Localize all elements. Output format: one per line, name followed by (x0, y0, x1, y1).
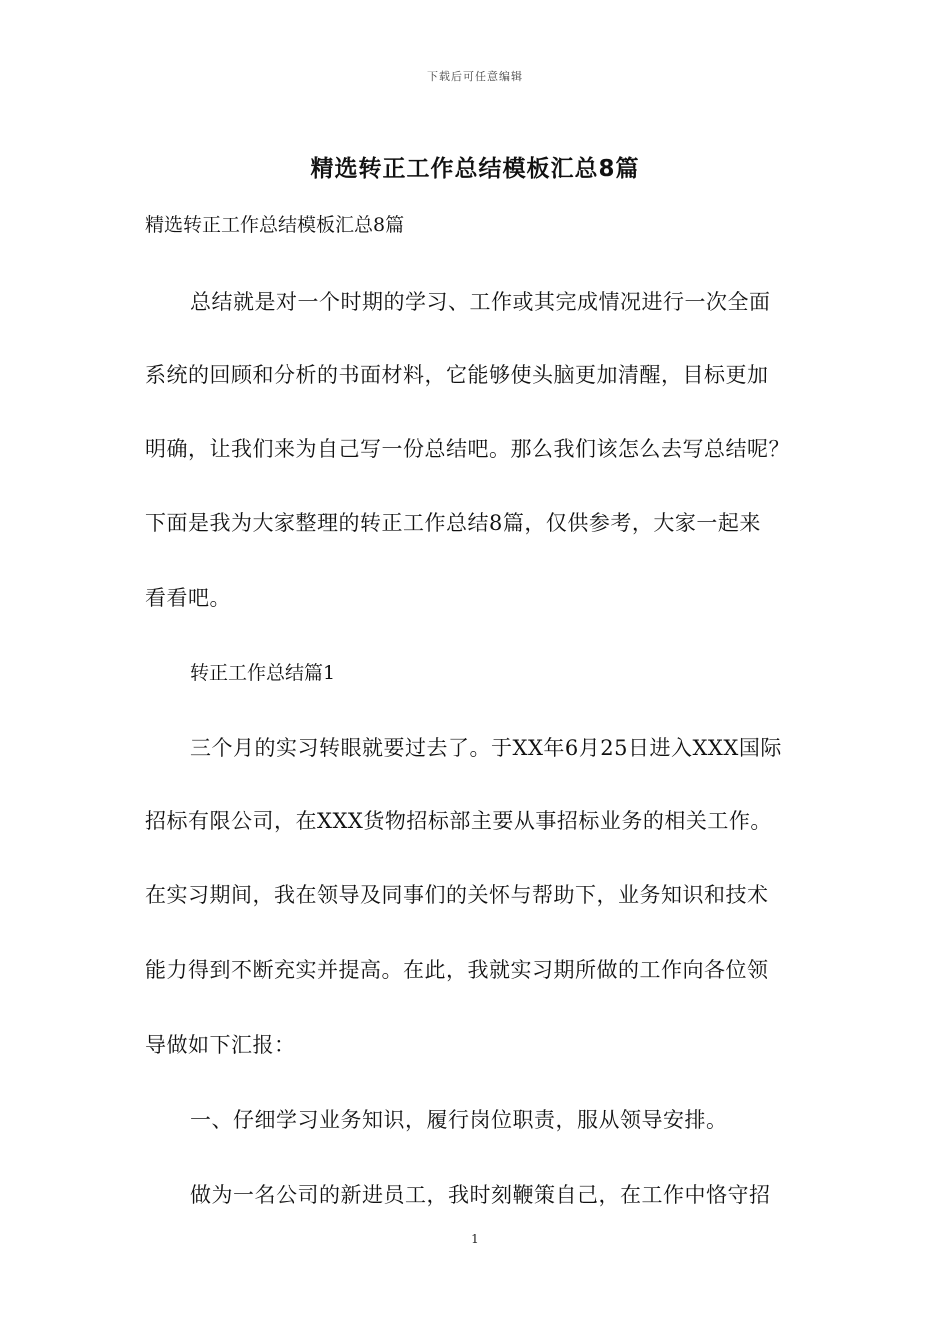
body-line-5: 导做如下汇报： (145, 1033, 296, 1057)
intro-line-4: 下面是我为大家整理的转正工作总结8篇，仅供参考，大家一起来 (145, 511, 761, 535)
intro-line-1: 总结就是对一个时期的学习、工作或其完成情况进行一次全面 (190, 290, 771, 314)
page-header-note: 下载后可任意编辑 (427, 70, 523, 83)
intro-line-3: 明确，让我们来为自己写一份总结吧。那么我们该怎么去写总结呢？ (145, 437, 790, 461)
body-line-3: 在实习期间，我在领导及同事们的关怀与帮助下，业务知识和技术 (145, 883, 769, 907)
body-line-4: 能力得到不断充实并提高。在此，我就实习期所做的工作向各位领 (145, 958, 769, 982)
section-heading: 转正工作总结篇1 (190, 662, 336, 684)
point-heading: 一、仔细学习业务知识，履行岗位职责，服从领导安排。 (190, 1108, 728, 1132)
intro-line-5: 看看吧。 (145, 586, 231, 610)
body-line-2: 招标有限公司，在XXX货物招标部主要从事招标业务的相关工作。 (145, 809, 772, 833)
page-number: 1 (471, 1232, 479, 1246)
document-subtitle: 精选转正工作总结模板汇总8篇 (145, 214, 405, 236)
intro-line-2: 系统的回顾和分析的书面材料，它能够使头脑更加清醒，目标更加 (145, 363, 769, 387)
body-line-1: 三个月的实习转眼就要过去了。于XX年6月25日进入XXX国际 (190, 736, 782, 760)
final-line: 做为一名公司的新进员工，我时刻鞭策自己，在工作中恪守招 (190, 1183, 771, 1207)
document-title: 精选转正工作总结模板汇总8篇 (310, 156, 640, 182)
